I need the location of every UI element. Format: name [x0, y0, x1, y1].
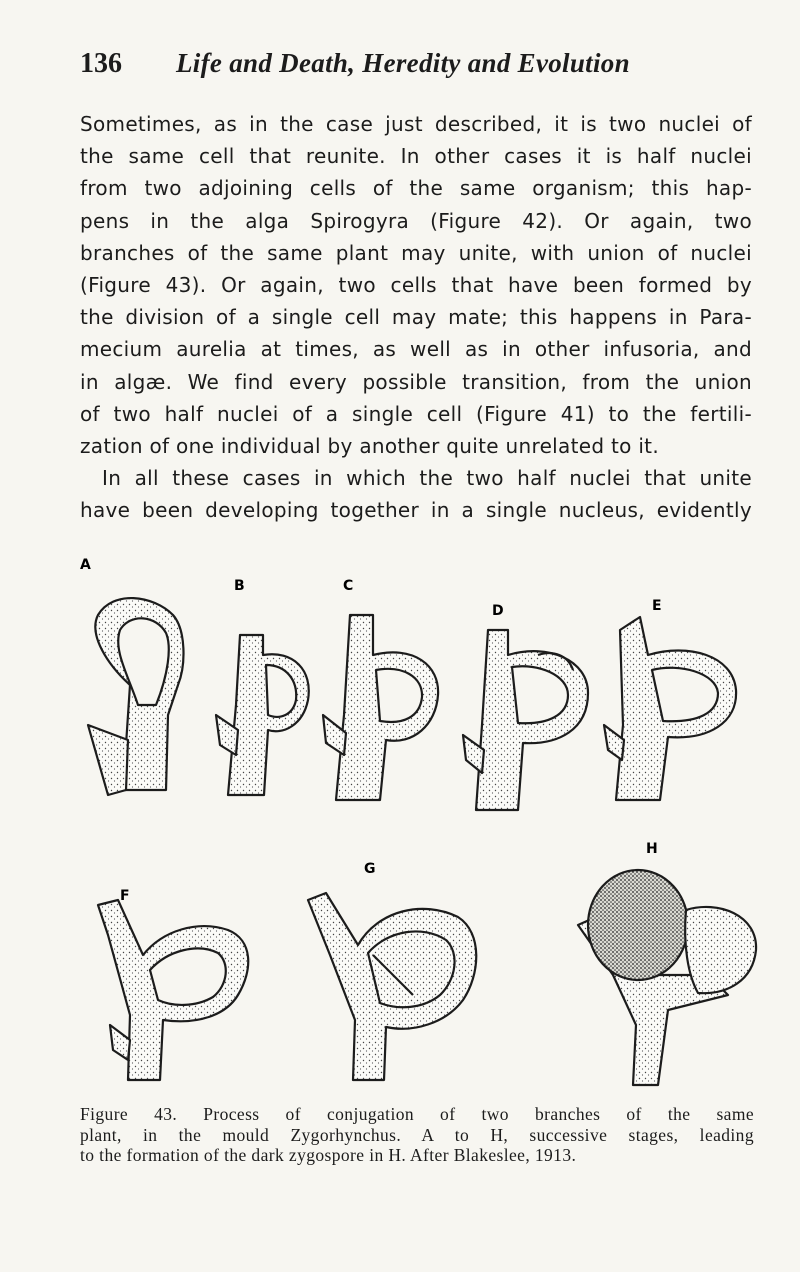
stage-e-drawing: [604, 617, 736, 800]
stage-c-drawing: [323, 615, 438, 800]
text-line: Sometimes, as in the case just described, it is two nuclei of: [80, 112, 752, 136]
text-line: In all these cases in which the two half nuclei that unite: [102, 466, 752, 491]
text-line: in algæ. We find every possible transition, from the union: [80, 369, 752, 394]
label-g: G: [364, 861, 376, 877]
label-d: D: [492, 603, 504, 619]
text-line: mecium aurelia at times, as well as in other infusoria, and: [80, 337, 752, 362]
text-line: branches of the same plant may unite, with union of nuclei: [80, 240, 752, 265]
label-c: C: [343, 578, 354, 594]
figure-43: [68, 555, 768, 1095]
body-text: [80, 108, 752, 527]
stage-d-drawing: [463, 630, 588, 810]
label-e: E: [652, 598, 662, 614]
stage-a-drawing: [88, 598, 183, 795]
caption-line: Figure 43. Process of conjugation of two branches of the same: [80, 1104, 754, 1124]
label-h: H: [646, 841, 658, 857]
text-line: of two half nuclei of a single cell (Figure 41) to the fertili-: [80, 401, 752, 426]
text-line: pens in the alga Spirogyra (Figure 42). Or again, two: [80, 208, 752, 233]
stage-f-drawing: [98, 900, 248, 1080]
text-line: the same cell that reunite. In other cases it is half nuclei: [80, 144, 752, 169]
label-b: B: [234, 578, 245, 594]
stage-g-drawing: [308, 893, 476, 1080]
text-line: have been developing together in a single nucleus, evidently: [80, 498, 752, 523]
caption-line: to the formation of the dark zygospore in H. After Blakeslee, 1913.: [80, 1145, 577, 1165]
label-f: F: [120, 888, 130, 904]
text-line: (Figure 43). Or again, two cells that have been formed by: [80, 273, 752, 298]
caption-line: plant, in the mould Zygorhynchus. A to H, successive stages, leading: [80, 1124, 754, 1145]
page-number: 136: [80, 48, 122, 79]
zygorhynchus-illustration: [68, 555, 768, 1095]
page-header: [80, 48, 700, 88]
figure-caption: [80, 1104, 754, 1166]
running-head: Life and Death, Heredity and Evolution: [176, 48, 630, 78]
stage-h-drawing: [578, 870, 756, 1085]
text-line: from two adjoining cells of the same organism; this hap-: [80, 176, 752, 201]
label-a: A: [80, 557, 91, 573]
stage-b-drawing: [216, 635, 309, 795]
text-line: the division of a single cell may mate; this happens in Para-: [80, 305, 752, 330]
text-line: zation of one individual by another quite unrelated to it.: [80, 434, 659, 459]
